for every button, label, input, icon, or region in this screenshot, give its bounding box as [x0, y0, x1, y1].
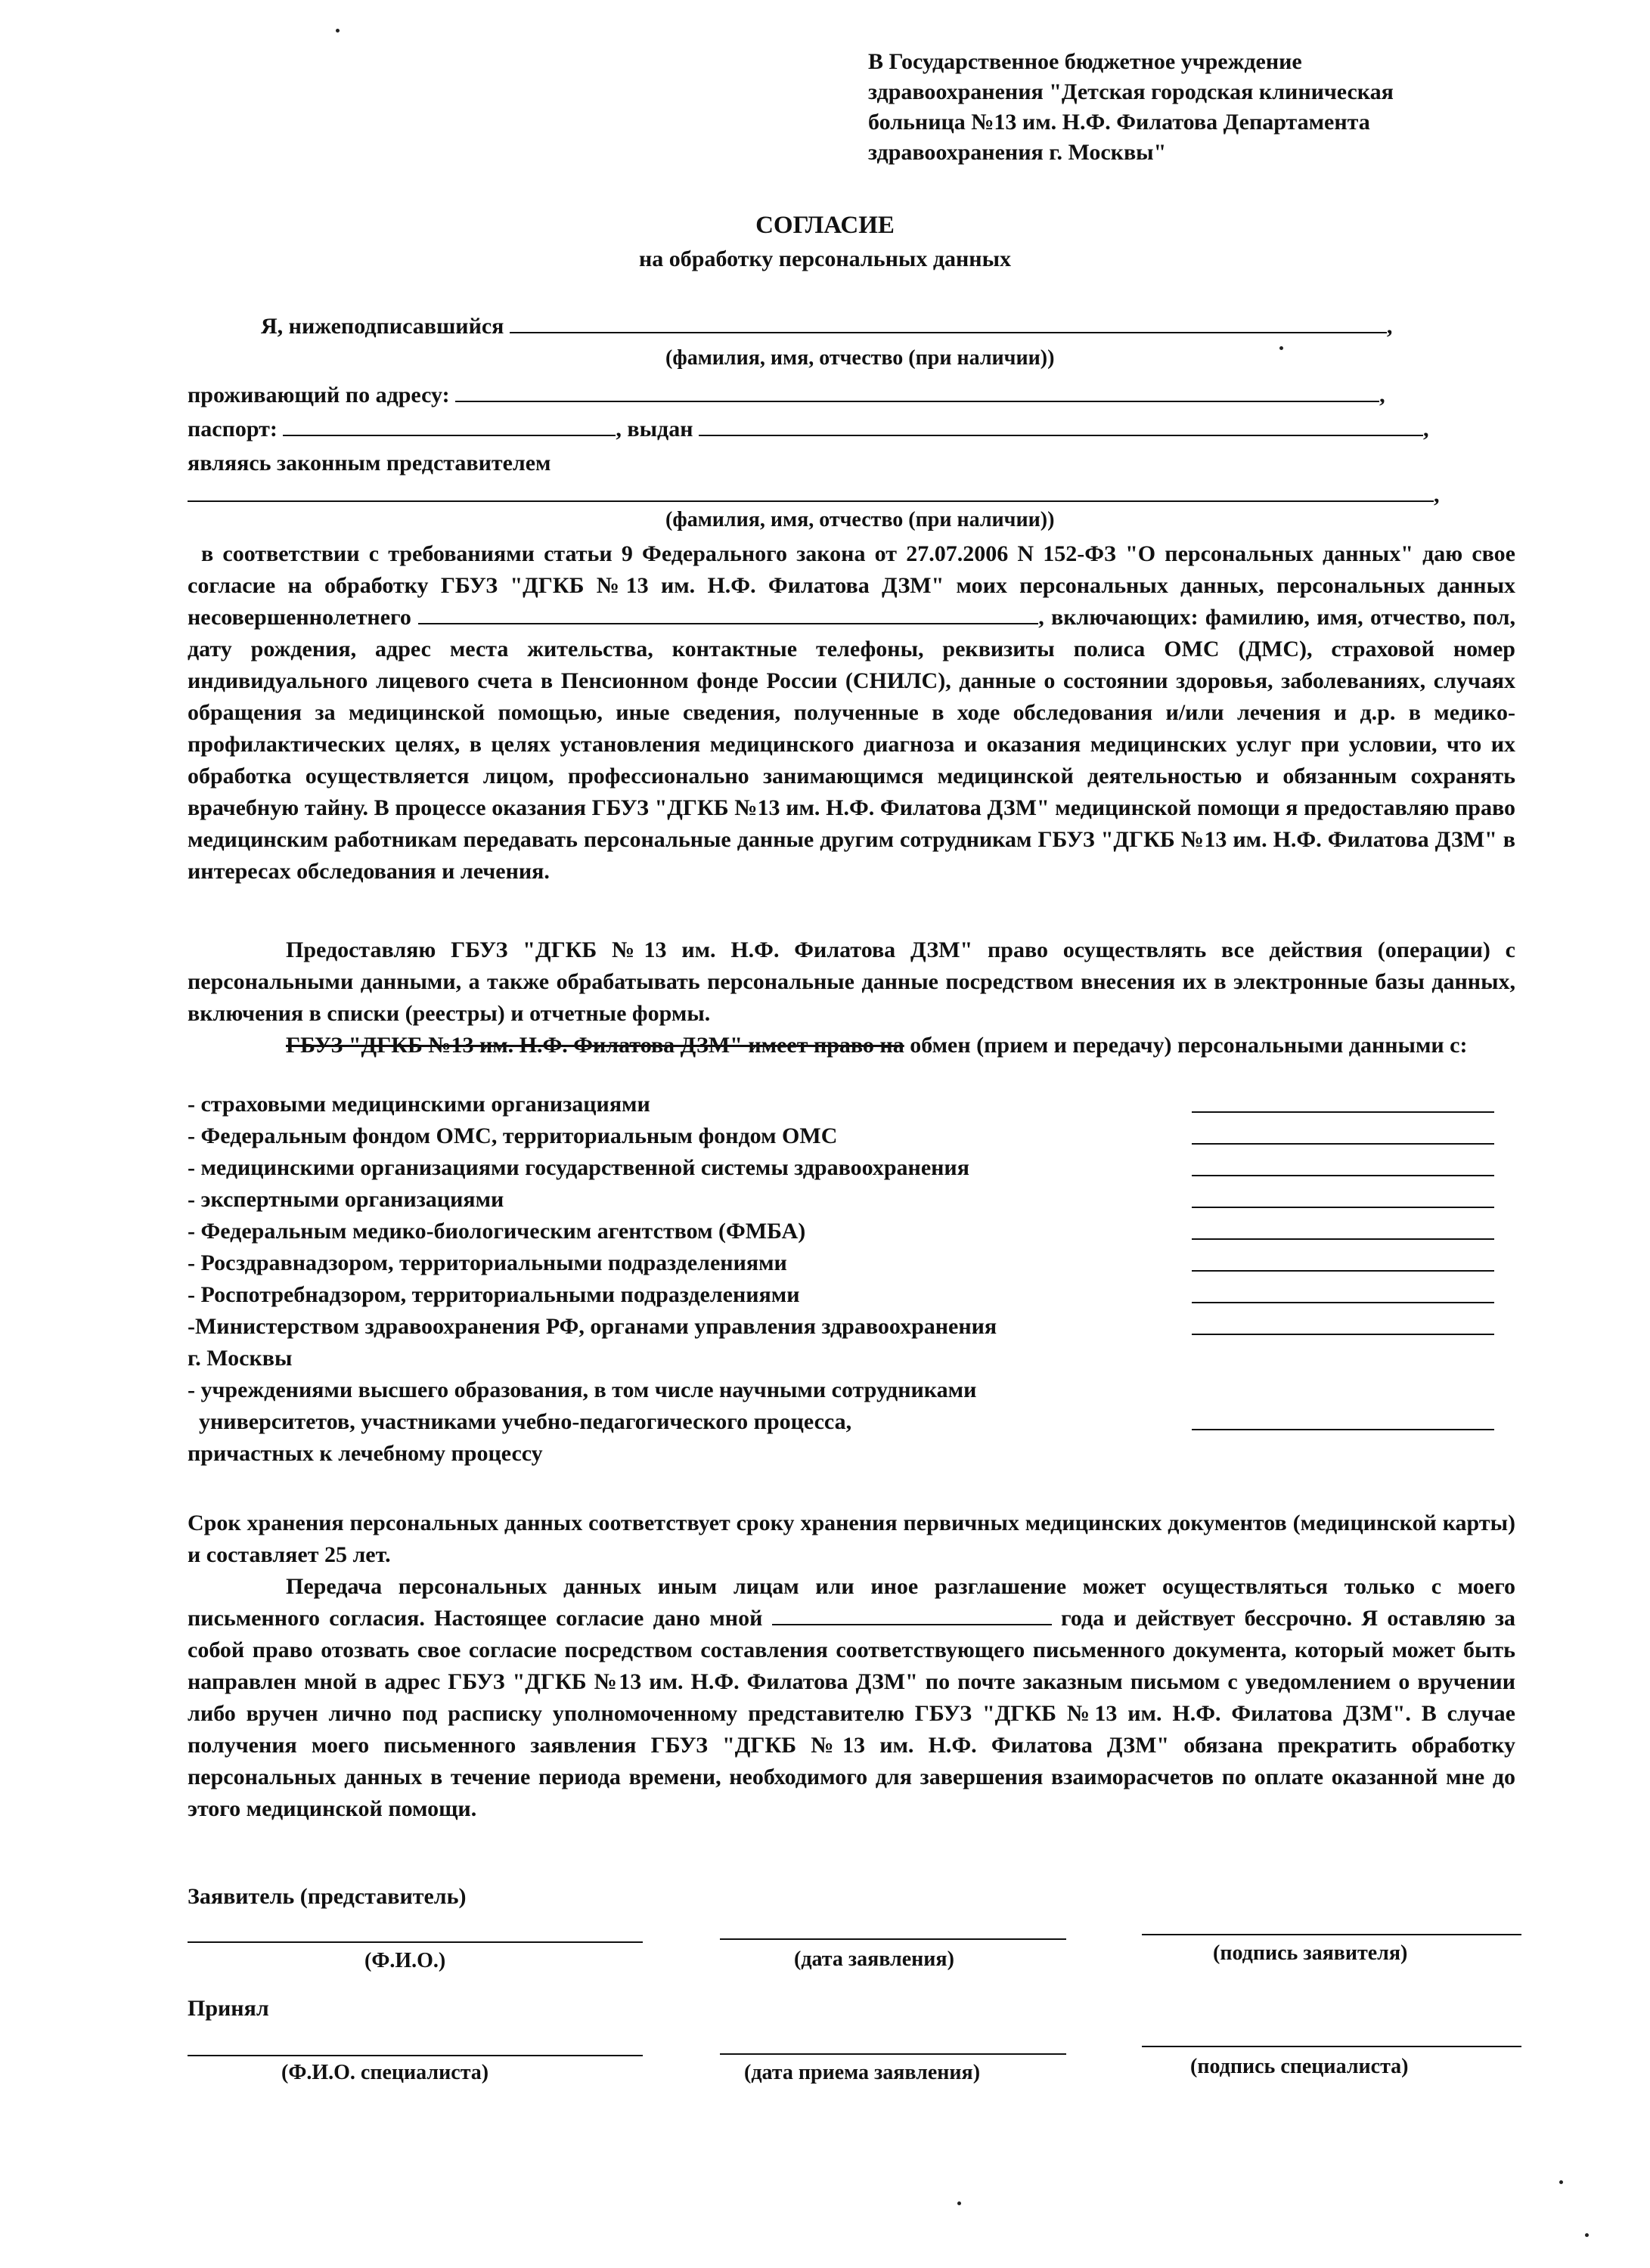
consent-mark-line[interactable] — [1192, 1302, 1494, 1303]
list-item: - медицинскими организациями государственной системы здравоохранения — [188, 1152, 1549, 1184]
consent-date-field[interactable] — [772, 1606, 1052, 1625]
signed-label: Я, нижеподписавшийся — [261, 314, 504, 339]
list-item: г. Москвы — [188, 1346, 293, 1371]
list-item: - Роспотребнадзором, территориальными подразделениями — [188, 1279, 1549, 1311]
list-item: - Федеральным фондом ОМС, территориальным фондом ОМС — [188, 1120, 1549, 1152]
operations-paragraph — [188, 934, 1515, 1030]
scan-speck — [957, 2201, 961, 2205]
consent-mark-line[interactable] — [1192, 1429, 1494, 1430]
exchange-text-struck: ГБУЗ "ДГКБ №13 им. Н.Ф. Филатова ДЗМ" имеет право на — [286, 1033, 904, 1058]
consent-paragraph: в соответствии с требованиями статьи 9 Федерального закона от 27.07.2006 N 152-ФЗ "О персональных данных" даю свое согласие на обработку ГБУЗ "ДГКБ №13 им. Н.Ф. Филатова ДЗМ" моих персональных данных, персональных данных несовершеннолетнего , включающих: фамилию, имя, отчество, пол, дату рождения, адрес места жительства, контактные телефоны, реквизиты полиса ОМС (ДМС), страховой номер индивидуального лицевого счета в Пенсионном фонде России (СНИЛС), данные о состоянии здоровья, заболеваниях, случаях обращения за медицинской помощью, иные сведения, полученные в ходе обследования и/или лечения и д.р. в медико-профилактических целях, в целях установления медицинского диагноза и оказания медицинских услуг при условии, что их обработка осуществляется лицом, профессионально занимающимся медицинской деятельностью и обязанным сохранять врачебную тайну. В процессе оказания ГБУЗ "ДГКБ №13 им. Н.Ф. Филатова ДЗМ" медицинской помощи я предоставляю право медицинским работникам передавать персональные данные другим сотрудникам ГБУЗ "ДГКБ №13 им. Н.Ф. Филатова ДЗМ" в интересах обследования и лечения. — [188, 541, 1515, 884]
passport-number-field[interactable] — [283, 417, 616, 436]
accepted-label: Принял — [188, 1996, 269, 2021]
exchange-list — [188, 1089, 1549, 1470]
list-item: - Росздравнадзором, территориальными подразделениями — [188, 1247, 1549, 1279]
specialist-fio-caption: (Ф.И.О. специалиста) — [281, 2061, 489, 2084]
consent-text-continued: включающих: фамилию, имя, отчество, пол, дату рождения, адрес места жительства, контактные телефоны, реквизиты полиса ОМС (ДМС), страховой номер индивидуального лицевого счета в Пенсионном фонде России (СНИЛС), данные о состоянии здоровья, заболеваниях, случаях обращения за медицинской помощью, иные сведения, полученные в ходе обследования и/или лечения и д.р. в медико-профилактических целях, в целях установления медицинского диагноза и оказания медицинских услуг при условии, что их обработка осуществляется лицом, профессионально занимающимся медицинской деятельностью и обязанным сохранять врачебную тайну. В процессе оказания ГБУЗ "ДГКБ №13 им. Н.Ф. Филатова ДЗМ" медицинской помощи я предоставляю право медицинским работникам передавать персональные данные другим сотрудникам ГБУЗ "ДГКБ №13 им. Н.Ф. Филатова ДЗМ" в интересах обследования и лечения. — [188, 605, 1515, 884]
signed-row: Я, нижеподписавшийся , — [261, 314, 1393, 339]
operations-text: Предоставляю ГБУЗ "ДГКБ №13 им. Н.Ф. Филатова ДЗМ" право осуществлять все действия (операции) с персональными данными, а также обрабатывать персональные данные посредством внесения их в электронные базы данных, включения в списки (реестры) и отчетные формы. — [188, 937, 1515, 1026]
list-item: - экспертными организациями — [188, 1184, 1549, 1216]
addressee-line-3: больница №13 им. Н.Ф. Филатова Департамента — [868, 110, 1370, 135]
minor-name-field[interactable] — [418, 605, 1038, 624]
passport-label: паспорт: — [188, 417, 278, 442]
list-item: - страховыми медицинскими организациями — [188, 1089, 1549, 1120]
applicant-fio-caption: (Ф.И.О.) — [364, 1949, 446, 1972]
applicant-signature-caption: (подпись заявителя) — [1213, 1941, 1408, 1965]
application-date-caption: (дата заявления) — [794, 1947, 954, 1971]
scan-speck — [1279, 346, 1283, 350]
list-item: - Федеральным медико-биологическим агентством (ФМБА) — [188, 1216, 1549, 1247]
scan-speck — [336, 29, 340, 33]
document-title: СОГЛАСИЕ — [755, 212, 895, 239]
list-item: - учреждениями высшего образования, в том числе научными сотрудниками — [188, 1377, 977, 1402]
scan-speck — [1559, 2180, 1563, 2184]
representative-name-row: , — [188, 482, 1440, 508]
specialist-name-line[interactable] — [188, 2055, 643, 2056]
issued-label: , выдан — [616, 417, 693, 442]
representative-name-field[interactable] — [188, 482, 1434, 502]
consent-mark-line[interactable] — [1192, 1238, 1494, 1240]
applicant-label: Заявитель (представитель) — [188, 1884, 467, 1909]
consent-mark-line[interactable] — [1192, 1111, 1494, 1113]
consent-mark-line[interactable] — [1192, 1143, 1494, 1145]
transfer-text-start: Передача персональных данных иным лицам или иное разглашение может осуществляться только с моего письменного согласия. Настоящее согласие дано мной — [188, 1574, 1515, 1631]
specialist-signature-caption: (подпись специалиста) — [1190, 2055, 1409, 2078]
applicant-name-line[interactable] — [188, 1941, 643, 1943]
consent-text-start: в соответствии с требованиями статьи 9 Федерального закона от 27.07.2006 N 152-ФЗ "О персональных данных" даю свое согласие на обработку ГБУЗ "ДГКБ №13 им. Н.Ф. Филатова ДЗМ" моих персональных данных, персональных данных несовершеннолетнего — [188, 541, 1515, 630]
passport-row: паспорт: , выдан , — [188, 417, 1429, 442]
exchange-text: обмен (прием и передачу) персональными данными с: — [904, 1033, 1468, 1058]
passport-issued-field[interactable] — [699, 417, 1423, 436]
fio-caption: (фамилия, имя, отчество (при наличии)) — [665, 346, 1055, 370]
consent-mark-line[interactable] — [1192, 1270, 1494, 1272]
full-name-field[interactable] — [510, 314, 1387, 333]
addressee-line-1: В Государственное бюджетное учреждение — [868, 49, 1302, 74]
transfer-text-continued: года и действует бессрочно. Я оставляю за собой право отозвать свое согласие посредством составления соответствующего письменного документа, который может быть направлен мной в адрес ГБУЗ "ДГКБ №13 им. Н.Ф. Филатова ДЗМ" по почте заказным письмом с уведомлением о вручении либо вручен лично под расписку уполномоченному представителю ГБУЗ "ДГКБ №13 им. Н.Ф. Филатова ДЗМ". В случае получения моего письменного заявления ГБУЗ "ДГКБ №13 им. Н.Ф. Филатова ДЗМ" обязана прекратить обработку персональных данных в течение периода времени, необходимого для завершения взаиморасчетов по оплате оказанной мне до этого медицинской помощи. — [188, 1606, 1515, 1821]
application-date-line[interactable] — [720, 1938, 1066, 1940]
list-item: причастных к лечебному процессу — [188, 1441, 543, 1466]
address-row: проживающий по адресу: , — [188, 383, 1385, 407]
applicant-signature-line[interactable] — [1142, 1934, 1521, 1935]
consent-mark-line[interactable] — [1192, 1207, 1494, 1208]
list-item: -Министерством здравоохранения РФ, органами управления здравоохранения — [188, 1311, 1549, 1343]
scan-speck — [1585, 2233, 1589, 2237]
representative-row — [188, 451, 551, 476]
list-item: университетов, участниками учебно-педагогического процесса, — [188, 1406, 1549, 1438]
exchange-paragraph — [188, 1030, 1515, 1061]
consent-mark-line[interactable] — [1192, 1175, 1494, 1176]
addressee-block — [868, 47, 1549, 168]
specialist-signature-line[interactable] — [1142, 2046, 1521, 2047]
representative-label: являясь законным представителем — [188, 451, 551, 476]
consent-mark-line[interactable] — [1192, 1334, 1494, 1335]
receipt-date-line[interactable] — [720, 2053, 1066, 2055]
document-subtitle: на обработку персональных данных — [639, 246, 1011, 271]
storage-text: Срок хранения персональных данных соответствует сроку хранения первичных медицинских документов (медицинской карты) и составляет 25 лет. — [188, 1510, 1515, 1567]
addressee-line-2: здравоохранения "Детская городская клиническая — [868, 79, 1394, 104]
storage-paragraph — [188, 1507, 1515, 1571]
transfer-paragraph — [188, 1571, 1515, 1825]
address-label: проживающий по адресу: — [188, 383, 450, 407]
rep-fio-caption: (фамилия, имя, отчество (при наличии)) — [665, 508, 1055, 531]
address-field[interactable] — [455, 383, 1379, 402]
addressee-line-4: здравоохранения г. Москвы" — [868, 140, 1167, 165]
receipt-date-caption: (дата приема заявления) — [744, 2061, 981, 2084]
